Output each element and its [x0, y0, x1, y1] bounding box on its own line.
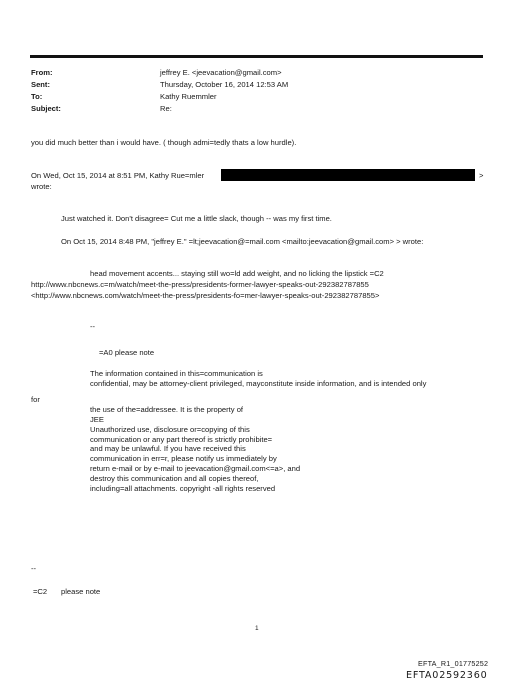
please-note-2: please note	[61, 587, 101, 596]
disclaimer-line: Unauthorized use, disclosure or=copying of this	[90, 424, 250, 434]
kathy-message: Just watched it. Don't disagree= Cut me a little slack, though -- was my first time.	[61, 214, 332, 223]
disclaimer-line: and may be unlawful. If you have received this	[90, 444, 246, 454]
note2-prefix: =C2	[33, 587, 48, 596]
quote1-header-end: >	[479, 171, 484, 180]
url-line-1: http://www.nbcnews.c=m/watch/meet-the-press/presidents-former-lawyer-speaks-out-292382787855	[31, 280, 369, 289]
disclaimer-line: JEE	[90, 414, 104, 424]
jeffrey-message: head movement accents... staying still wo=ld add weight, and no licking the lipstick =C2	[90, 269, 384, 278]
subject-value: Re:	[160, 104, 172, 113]
url-line-2: <http://www.nbcnews.com/watch/meet-the-press/presidents-fo=mer-lawyer-speaks-out-292382787855>	[31, 291, 380, 300]
reply-line: you did much better than i would have. ( though admi=tedly thats a low hurdle).	[31, 138, 297, 147]
quote2-header: On Oct 15, 2014 8:48 PM, "jeffrey E." =lt;jeevacation@=mail.com <mailto:jeevacation@gmail.com> > wrote:	[61, 237, 424, 246]
page-number: 1	[255, 625, 259, 632]
signature-separator: --	[90, 322, 96, 331]
from-value: jeffrey E. <jeevacation@gmail.com>	[160, 68, 282, 77]
redaction-bar	[221, 169, 475, 181]
signature-separator-2: --	[31, 564, 37, 573]
disclaimer-line: the use of the=addressee. It is the property of	[90, 405, 244, 414]
footer-id-big: EFTA02592360	[406, 670, 488, 681]
to-value: Kathy Ruemmler	[160, 92, 217, 101]
quote1-header: On Wed, Oct 15, 2014 at 8:51 PM, Kathy Rue=mler	[31, 171, 205, 180]
disclaimer-block-2	[90, 405, 490, 494]
to-label: To:	[31, 92, 43, 101]
footer-id-small: EFTA_R1_01775252	[418, 659, 489, 668]
disclaimer-line: return e-mail or by e-mail to jeevacation@gmail.com<=a>, and	[90, 464, 301, 474]
disclaimer-line: communication or any part thereof is strictly prohibite=	[90, 434, 273, 444]
sent-value: Thursday, October 16, 2014 12:53 AM	[160, 80, 289, 89]
disclaimer-line: destroy this communication and all copies thereof,	[90, 474, 259, 484]
from-label: From:	[31, 68, 53, 77]
subject-label: Subject:	[31, 104, 61, 113]
disclaimer-for: for	[31, 395, 40, 404]
sent-label: Sent:	[31, 80, 50, 89]
disclaimer-line: The information contained in this=communication is	[90, 369, 263, 378]
disclaimer-line: confidential, may be attorney-client privileged, mayconstitute inside information, and is intended only	[90, 378, 427, 388]
disclaimer-line: including=all attachments. copyright -all rights reserved	[90, 483, 276, 493]
disclaimer-line: communication in err=r, please notify us immediately by	[90, 454, 277, 464]
disclaimer-block	[90, 369, 490, 389]
please-note-1: =A0 please note	[99, 348, 155, 357]
header-rule	[30, 55, 483, 58]
quote1-wrote: wrote:	[31, 182, 52, 191]
